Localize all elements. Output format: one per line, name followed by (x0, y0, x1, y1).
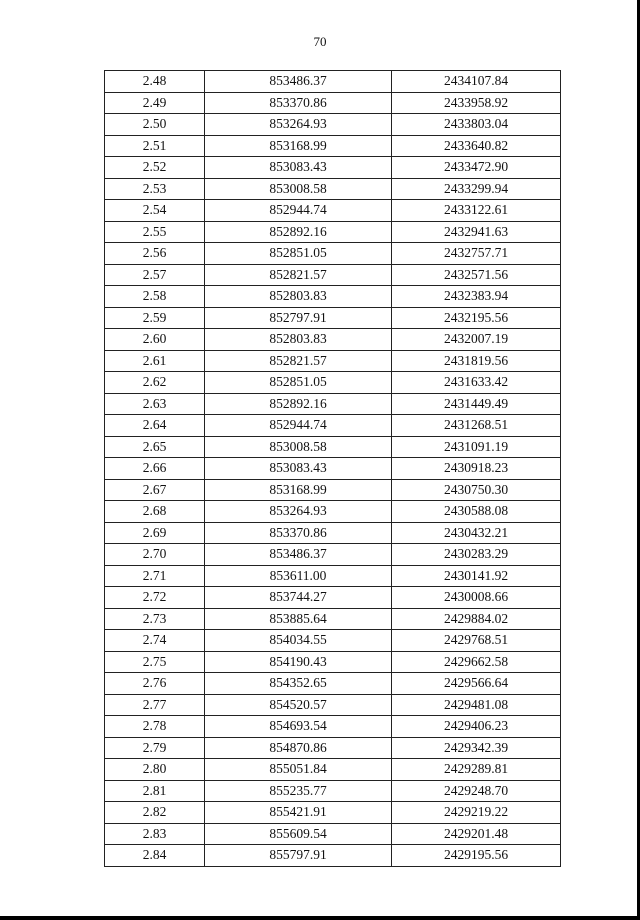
table-row (105, 737, 561, 759)
y-coordinate-cell: 2432571.56 (392, 264, 561, 286)
y-coordinate-cell: 2430588.08 (392, 501, 561, 523)
x-coordinate-cell: 852892.16 (205, 221, 392, 243)
point-number-cell: 2.81 (105, 780, 205, 802)
point-number-cell: 2.83 (105, 823, 205, 845)
point-number-cell: 2.57 (105, 264, 205, 286)
y-coordinate-cell: 2429289.81 (392, 759, 561, 781)
table-row (105, 264, 561, 286)
y-coordinate-cell: 2430283.29 (392, 544, 561, 566)
y-coordinate-cell: 2430750.30 (392, 479, 561, 501)
point-number-cell: 2.70 (105, 544, 205, 566)
point-number-cell: 2.54 (105, 200, 205, 222)
x-coordinate-cell: 853370.86 (205, 522, 392, 544)
table-row (105, 243, 561, 265)
y-coordinate-cell: 2429219.22 (392, 802, 561, 824)
point-number-cell: 2.66 (105, 458, 205, 480)
point-number-cell: 2.78 (105, 716, 205, 738)
point-number-cell: 2.73 (105, 608, 205, 630)
y-coordinate-cell: 2429195.56 (392, 845, 561, 867)
y-coordinate-cell: 2432195.56 (392, 307, 561, 329)
table-row (105, 802, 561, 824)
x-coordinate-cell: 853744.27 (205, 587, 392, 609)
x-coordinate-cell: 852892.16 (205, 393, 392, 415)
table-row (105, 71, 561, 93)
point-number-cell: 2.58 (105, 286, 205, 308)
y-coordinate-cell: 2429248.70 (392, 780, 561, 802)
point-number-cell: 2.53 (105, 178, 205, 200)
point-number-cell: 2.55 (105, 221, 205, 243)
x-coordinate-cell: 854520.57 (205, 694, 392, 716)
point-number-cell: 2.84 (105, 845, 205, 867)
x-coordinate-cell: 853083.43 (205, 157, 392, 179)
y-coordinate-cell: 2431091.19 (392, 436, 561, 458)
y-coordinate-cell: 2433640.82 (392, 135, 561, 157)
x-coordinate-cell: 854693.54 (205, 716, 392, 738)
y-coordinate-cell: 2429406.23 (392, 716, 561, 738)
table-row (105, 673, 561, 695)
y-coordinate-cell: 2433122.61 (392, 200, 561, 222)
y-coordinate-cell: 2431819.56 (392, 350, 561, 372)
table-row (105, 307, 561, 329)
y-coordinate-cell: 2432757.71 (392, 243, 561, 265)
x-coordinate-cell: 853486.37 (205, 71, 392, 93)
y-coordinate-cell: 2430008.66 (392, 587, 561, 609)
point-number-cell: 2.48 (105, 71, 205, 93)
point-number-cell: 2.51 (105, 135, 205, 157)
table-row (105, 350, 561, 372)
point-number-cell: 2.59 (105, 307, 205, 329)
y-coordinate-cell: 2433299.94 (392, 178, 561, 200)
y-coordinate-cell: 2430141.92 (392, 565, 561, 587)
x-coordinate-cell: 853008.58 (205, 178, 392, 200)
point-number-cell: 2.76 (105, 673, 205, 695)
y-coordinate-cell: 2432941.63 (392, 221, 561, 243)
table-row (105, 630, 561, 652)
table-row (105, 157, 561, 179)
coordinates-table (104, 70, 561, 867)
x-coordinate-cell: 852821.57 (205, 350, 392, 372)
point-number-cell: 2.49 (105, 92, 205, 114)
point-number-cell: 2.64 (105, 415, 205, 437)
y-coordinate-cell: 2431633.42 (392, 372, 561, 394)
y-coordinate-cell: 2429342.39 (392, 737, 561, 759)
point-number-cell: 2.77 (105, 694, 205, 716)
scan-edge-bottom (0, 916, 640, 920)
x-coordinate-cell: 853370.86 (205, 92, 392, 114)
table-row (105, 759, 561, 781)
x-coordinate-cell: 853264.93 (205, 114, 392, 136)
point-number-cell: 2.65 (105, 436, 205, 458)
table-row (105, 178, 561, 200)
table-row (105, 522, 561, 544)
table-row (105, 651, 561, 673)
table-row (105, 221, 561, 243)
point-number-cell: 2.79 (105, 737, 205, 759)
y-coordinate-cell: 2429201.48 (392, 823, 561, 845)
x-coordinate-cell: 853611.00 (205, 565, 392, 587)
x-coordinate-cell: 853168.99 (205, 135, 392, 157)
point-number-cell: 2.74 (105, 630, 205, 652)
y-coordinate-cell: 2430918.23 (392, 458, 561, 480)
x-coordinate-cell: 854870.86 (205, 737, 392, 759)
x-coordinate-cell: 853264.93 (205, 501, 392, 523)
x-coordinate-cell: 853083.43 (205, 458, 392, 480)
x-coordinate-cell: 855421.91 (205, 802, 392, 824)
table-row (105, 587, 561, 609)
point-number-cell: 2.69 (105, 522, 205, 544)
point-number-cell: 2.67 (105, 479, 205, 501)
table-row (105, 135, 561, 157)
x-coordinate-cell: 853885.64 (205, 608, 392, 630)
table-row (105, 200, 561, 222)
table-row (105, 694, 561, 716)
point-number-cell: 2.63 (105, 393, 205, 415)
point-number-cell: 2.52 (105, 157, 205, 179)
x-coordinate-cell: 855797.91 (205, 845, 392, 867)
table-body (105, 71, 561, 867)
point-number-cell: 2.71 (105, 565, 205, 587)
table-row (105, 544, 561, 566)
x-coordinate-cell: 852851.05 (205, 372, 392, 394)
y-coordinate-cell: 2429884.02 (392, 608, 561, 630)
point-number-cell: 2.56 (105, 243, 205, 265)
y-coordinate-cell: 2433958.92 (392, 92, 561, 114)
x-coordinate-cell: 853486.37 (205, 544, 392, 566)
table-row (105, 92, 561, 114)
point-number-cell: 2.75 (105, 651, 205, 673)
x-coordinate-cell: 855051.84 (205, 759, 392, 781)
table-row (105, 114, 561, 136)
point-number-cell: 2.68 (105, 501, 205, 523)
table-row (105, 501, 561, 523)
table-row (105, 479, 561, 501)
x-coordinate-cell: 854190.43 (205, 651, 392, 673)
point-number-cell: 2.82 (105, 802, 205, 824)
page-number: 70 (313, 34, 327, 49)
point-number-cell: 2.80 (105, 759, 205, 781)
table-row (105, 608, 561, 630)
x-coordinate-cell: 852797.91 (205, 307, 392, 329)
table-row (105, 823, 561, 845)
table-row (105, 415, 561, 437)
x-coordinate-cell: 853008.58 (205, 436, 392, 458)
table-row (105, 780, 561, 802)
x-coordinate-cell: 855609.54 (205, 823, 392, 845)
x-coordinate-cell: 855235.77 (205, 780, 392, 802)
y-coordinate-cell: 2429768.51 (392, 630, 561, 652)
table-row (105, 565, 561, 587)
y-coordinate-cell: 2433472.90 (392, 157, 561, 179)
y-coordinate-cell: 2432383.94 (392, 286, 561, 308)
x-coordinate-cell: 852944.74 (205, 200, 392, 222)
x-coordinate-cell: 852803.83 (205, 286, 392, 308)
y-coordinate-cell: 2433803.04 (392, 114, 561, 136)
y-coordinate-cell: 2431449.49 (392, 393, 561, 415)
point-number-cell: 2.50 (105, 114, 205, 136)
y-coordinate-cell: 2430432.21 (392, 522, 561, 544)
table-row (105, 845, 561, 867)
x-coordinate-cell: 854352.65 (205, 673, 392, 695)
table-row (105, 716, 561, 738)
point-number-cell: 2.61 (105, 350, 205, 372)
y-coordinate-cell: 2432007.19 (392, 329, 561, 351)
table-row (105, 329, 561, 351)
y-coordinate-cell: 2429662.58 (392, 651, 561, 673)
point-number-cell: 2.72 (105, 587, 205, 609)
x-coordinate-cell: 852821.57 (205, 264, 392, 286)
point-number-cell: 2.62 (105, 372, 205, 394)
point-number-cell: 2.60 (105, 329, 205, 351)
y-coordinate-cell: 2431268.51 (392, 415, 561, 437)
table-row (105, 436, 561, 458)
table-row (105, 458, 561, 480)
table-row (105, 393, 561, 415)
x-coordinate-cell: 854034.55 (205, 630, 392, 652)
x-coordinate-cell: 853168.99 (205, 479, 392, 501)
x-coordinate-cell: 852803.83 (205, 329, 392, 351)
y-coordinate-cell: 2434107.84 (392, 71, 561, 93)
table-row (105, 286, 561, 308)
x-coordinate-cell: 852944.74 (205, 415, 392, 437)
table-row (105, 372, 561, 394)
y-coordinate-cell: 2429566.64 (392, 673, 561, 695)
y-coordinate-cell: 2429481.08 (392, 694, 561, 716)
x-coordinate-cell: 852851.05 (205, 243, 392, 265)
